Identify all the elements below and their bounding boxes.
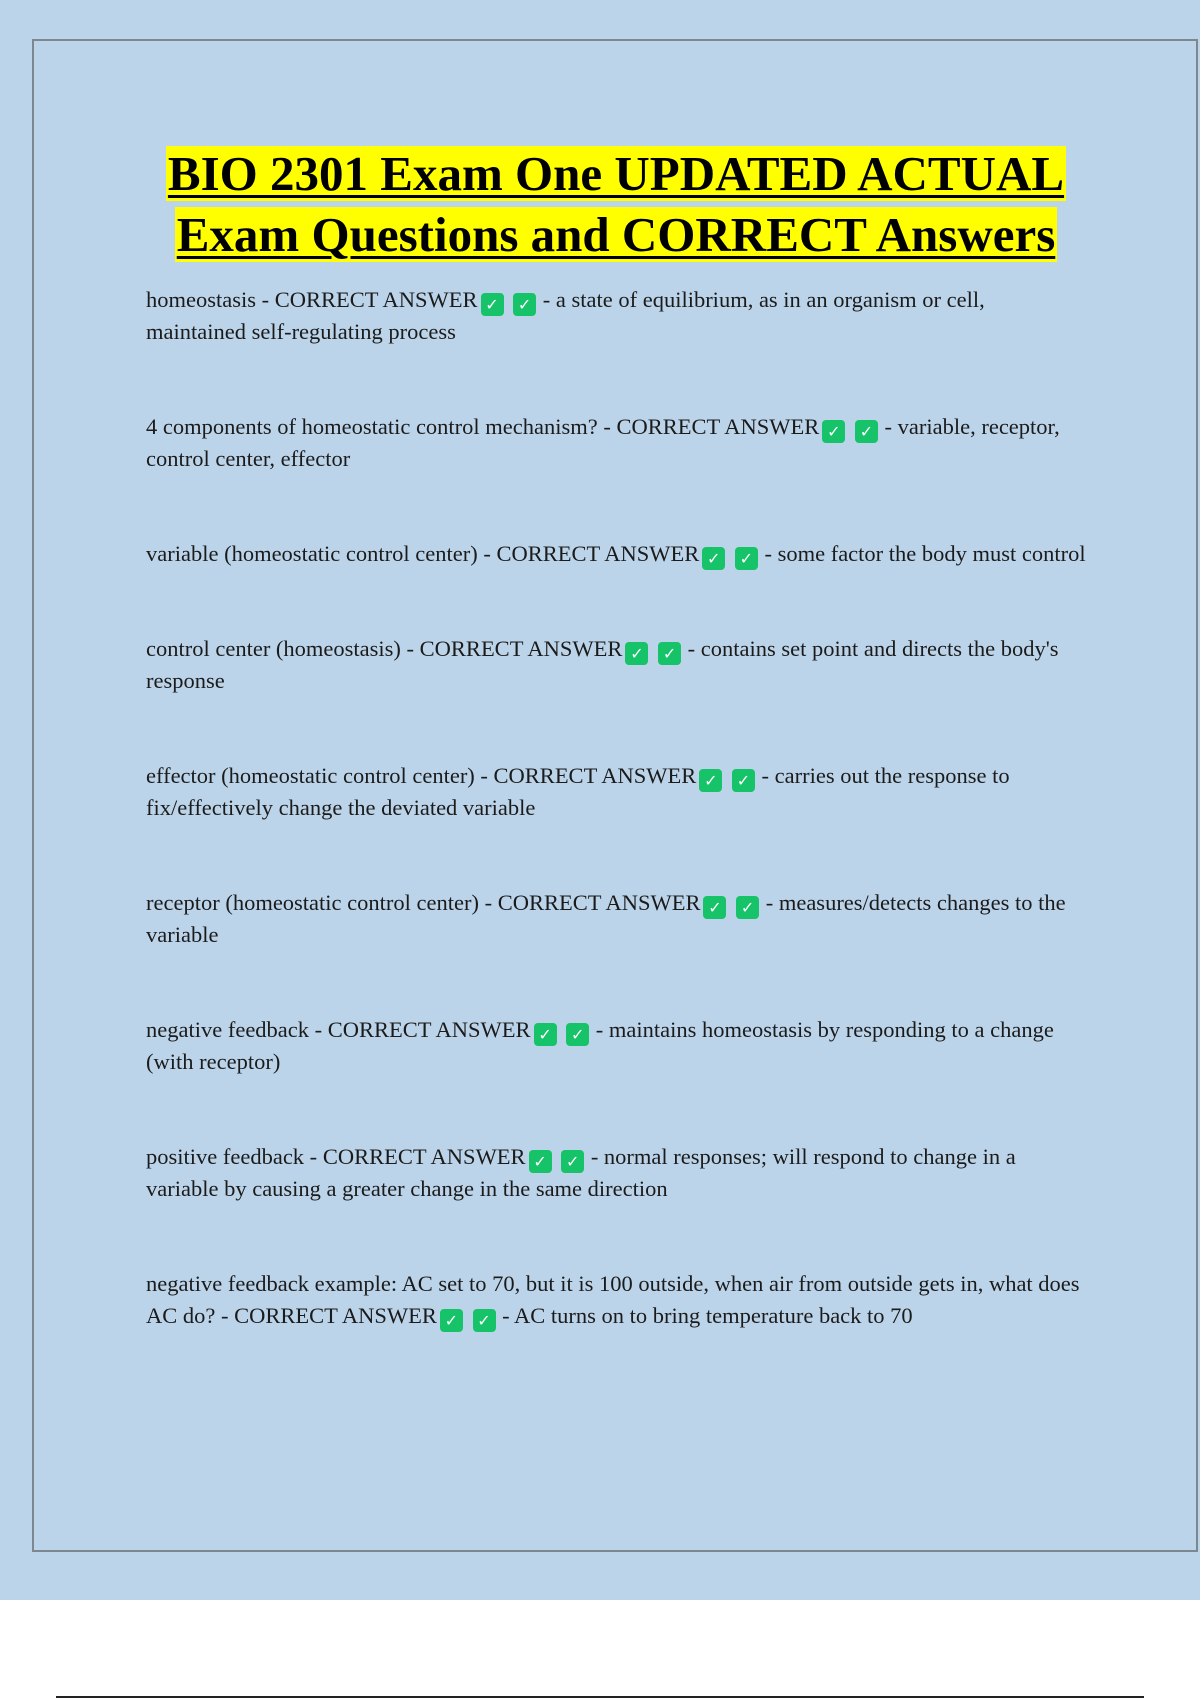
qa-entry [146, 633, 1086, 697]
check-icon: ✓ [703, 896, 726, 919]
qa-entry [146, 1014, 1086, 1078]
check-icon: ✓ [855, 420, 878, 443]
check-icon: ✓ [658, 642, 681, 665]
correct-answer-label: CORRECT ANSWER [497, 890, 701, 915]
answer-definition: - variable, receptor, control center, effector [146, 414, 1060, 471]
qa-list [146, 284, 1086, 1395]
correct-answer-label: CORRECT ANSWER [274, 287, 478, 312]
footer-rule [56, 1696, 1144, 1698]
correct-answer-label: CORRECT ANSWER [327, 1017, 531, 1042]
answer-definition: - carries out the response to fix/effectively change the deviated variable [146, 763, 1010, 820]
qa-entry [146, 1268, 1086, 1332]
answer-definition: - AC turns on to bring temperature back to 70 [496, 1303, 913, 1328]
check-icon: ✓ [625, 642, 648, 665]
check-icon: ✓ [736, 896, 759, 919]
answer-definition: - contains set point and directs the body's response [146, 636, 1059, 693]
question-term: homeostasis - [146, 287, 275, 312]
answer-definition: - maintains homeostasis by responding to a change (with receptor) [146, 1017, 1054, 1074]
qa-entry [146, 887, 1086, 951]
correct-answer-label: CORRECT ANSWER [234, 1303, 437, 1328]
qa-entry [146, 538, 1086, 570]
title-line-1: BIO 2301 Exam One UPDATED ACTUAL [167, 146, 1065, 201]
answer-definition: - a state of equilibrium, as in an organism or cell, maintained self-regulating process [146, 287, 985, 344]
correct-answer-label: CORRECT ANSWER [496, 541, 700, 566]
question-term: control center (homeostasis) - [146, 636, 420, 661]
answer-definition: - normal responses; will respond to change in a variable by causing a greater change in the same direction [146, 1144, 1016, 1201]
answer-definition: - some factor the body must control [758, 541, 1086, 566]
question-term: positive feedback - [146, 1144, 323, 1169]
qa-entry [146, 284, 1086, 348]
title-line-2: Exam Questions and CORRECT Answers [176, 207, 1056, 262]
question-term: variable (homeostatic control center) - [146, 541, 497, 566]
qa-entry [146, 760, 1086, 824]
check-icon: ✓ [735, 547, 758, 570]
check-icon: ✓ [473, 1309, 496, 1332]
check-icon: ✓ [481, 293, 504, 316]
answer-definition: - measures/detects changes to the variable [146, 890, 1066, 947]
question-term: negative feedback - [146, 1017, 328, 1042]
check-icon: ✓ [529, 1150, 552, 1173]
check-icon: ✓ [822, 420, 845, 443]
check-icon: ✓ [513, 293, 536, 316]
check-icon: ✓ [561, 1150, 584, 1173]
check-icon: ✓ [732, 769, 755, 792]
qa-entry [146, 1141, 1086, 1205]
question-term: effector (homeostatic control center) - [146, 763, 494, 788]
check-icon: ✓ [566, 1023, 589, 1046]
question-term: 4 components of homeostatic control mechanism? - [146, 414, 617, 439]
document-title [100, 143, 1132, 265]
question-term: receptor (homeostatic control center) - [146, 890, 498, 915]
correct-answer-label: CORRECT ANSWER [616, 414, 820, 439]
check-icon: ✓ [702, 547, 725, 570]
check-icon: ✓ [699, 769, 722, 792]
check-icon: ✓ [440, 1309, 463, 1332]
correct-answer-label: CORRECT ANSWER [493, 763, 697, 788]
qa-entry [146, 411, 1086, 475]
check-icon: ✓ [534, 1023, 557, 1046]
question-term: negative feedback example: AC set to 70, but it is 100 outside, when air from outside gets in, what does AC do? - [146, 1271, 1080, 1328]
correct-answer-label: CORRECT ANSWER [419, 636, 623, 661]
correct-answer-label: CORRECT ANSWER [322, 1144, 526, 1169]
